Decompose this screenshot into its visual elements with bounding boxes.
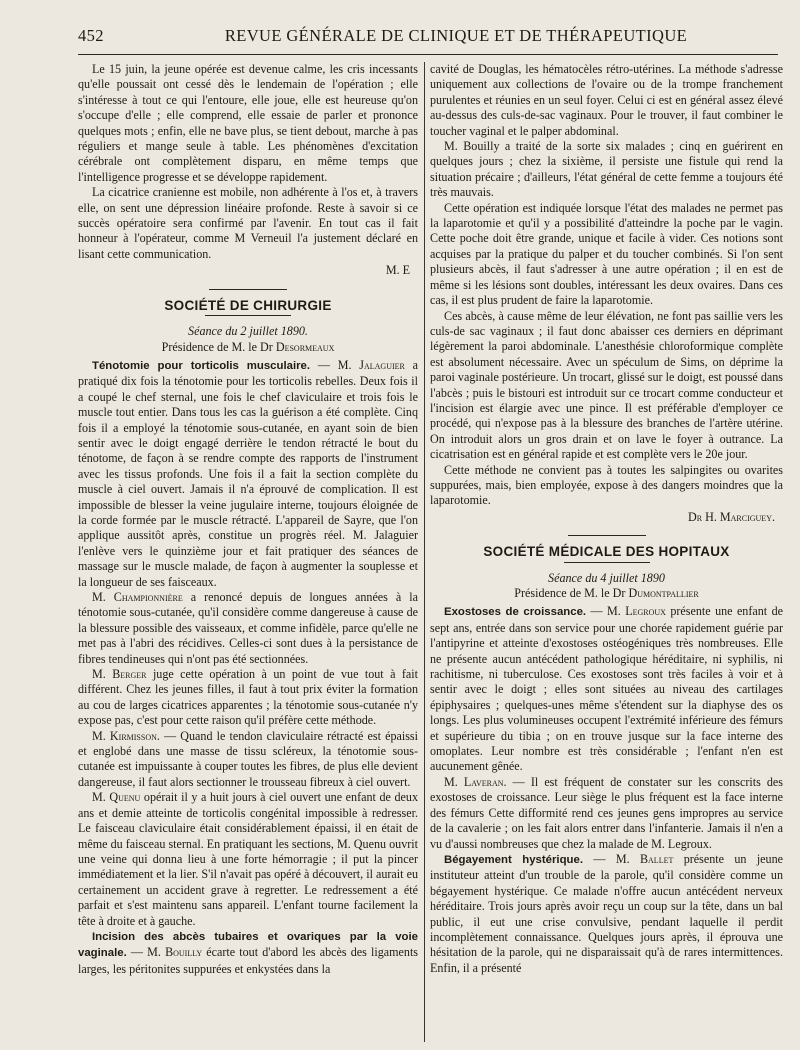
author-signature: M. E [385,263,410,278]
paragraph: M. Kirmisson. — Quand le tendon claviculaire rétracté est épaissi et englobé dans une masse de tissu scléreux, la ténotomie sous-cutanée est impuissante à couper toutes les fibres, de plus elle devient dangereuse, il faut alors sectionner le trousseau fibreux à ciel ouvert. [78,728,418,789]
author-signature: Dr H. Marciguey. [688,509,775,524]
left-column [78,62,418,977]
section-heading: SOCIÉTÉ DE CHIRURGIE [164,297,332,313]
session-date: Séance du 2 juillet 1890. [188,324,308,339]
paragraph: M. Championnière a renoncé depuis de longues années à la ténotomie sous-cutanée, qu'il considère comme dangereuse à cause de la blessure possible des vaisseaux, et comme infidèle, parce qu'elle ne met pas à l'abri des récidives. Celles-ci sont dues à la persistance de fibres tendineuses qui n'ont pas été sectionnées. [78,590,418,666]
speaker-name: M. Laveran. [444,774,507,789]
paragraph: M. Bouilly a traité de la sorte six malades ; cinq en guérirent en quelques jours ; chez la sixième, il persiste une fistule qui rend la situation précaire ; d'ailleurs, l'état général de cette femme a toujours été très mauvais. [430,139,783,200]
paragraph: Cette méthode ne convient pas à toutes les salpingites ou ovarites suppurées, mais, bien employée, expose à des dangers moindres que la laparotomie. [430,462,783,508]
speaker-name: M. Jalaguier [337,357,405,372]
paragraph: M. Laveran. — Il est fréquent de constater sur les conscrits des exostoses de croissance. Leur siège le plus fréquent est la face interne des fémurs Cette difformité rend ces jeunes gens impropres au service de la cavalerie ; on les fait alors entrer dans l'infanterie. Jamais il n'en a vu d'aussi nombreuses que chez la malade de M. Legroux. [430,774,784,851]
speaker-name: M. Ballet [615,851,674,866]
speaker-name: M. Bouilly [147,945,203,960]
presidence-line: Présidence de M. le Dr Desormeaux [161,339,335,354]
heading-underline [564,562,650,563]
running-header [78,26,782,52]
paragraph: Ténotomie pour torticolis musculaire. — M. Jalaguier a pratiqué dix fois la ténotomie pour les torticolis rebelles. Deux fois il a coupé le chef sternal, une fois le chef claviculaire et trois fois le muscle tout entier. Dans tous les cas la guérison a été complète. Cinq fois il a employé la ténotomie sous-cutanée, en ayant soin de bien sentir avec le doigt engagé derrière le tendon rétracté le bout du ténotome, de façon à se rendre compte des rapports de l'instrument avec les tissus profonds. Une fois il a fait la section complète du muscle à ciel ouvert. Jamais il n'a éprouvé de complication. Il est impossible de blesser la veine jugulaire interne, toujours éloignée de la corde formée par le muscle rétracté. L'appareil de Sayre, que l'on applique aussitôt après, constitue un progrès réel. M. Jalaguier l'enlève vers le quinzième jour et fait pratiquer des séances de massage sur le muscle malade, de façon à augmenter la souplesse et la longueur de ses faisceaux. [78,357,419,589]
session-date: Séance du 4 juillet 1890 [548,570,665,585]
paragraph: Le 15 juin, la jeune opérée est devenue calme, les cris incessants qu'elle poussait ont cessé dès le lendemain de l'opération ; elle s'intéresse à tout ce qui l'entoure, elle joue, elle est heureuse qu'on s'occupe d'elle ; elle comprend, elle essaie de parler et prononce quelques mots ; enfin, elle ne bave plus, se tient debout, marche à pas réguliers et mange seule à table. Les phénomènes d'excitation cérébrale ont complètement disparu, en même temps que l'intelligence progresse et se développe rapidement. [78,62,418,184]
paragraph: La cicatrice cranienne est mobile, non adhérente à l'os et, à travers elle, on sent une dépression linéaire profonde. Reste à savoir si ce succès opératoire sera confirmé par l'avenir. En tout cas il fait honneur à l'opérateur, comme M Verneuil l'a justement déclaré en lisant cette communication. [78,185,418,261]
column-divider [424,62,425,1042]
section-heading: SOCIÉTÉ MÉDICALE DES HOPITAUX [483,544,730,560]
paragraph: M. Berger juge cette opération à un point de vue tout à fait différent. Chez les jeunes filles, il faut à tout prix éviter la formation au cou de larges cicatrices apparentes ; la ténotomie sous-cutanée n'y expose pas, c'est pour cette raison qu'il préfère cette méthode. [78,667,419,728]
paragraph: Incision des abcès tubaires et ovariques par la voie vaginale. — M. Bouilly écarte tout d'abord les abcès des ligaments larges, les péritonites suppurées et enkystées dans la [78,930,419,976]
heading-underline [205,315,291,316]
speaker-name: M. Championnière [92,590,183,604]
president-name: Desormeaux [275,339,335,354]
paragraph: Ces abcès, à cause même de leur élévation, ne font pas saillie vers les culs-de sac vaginaux ; il faut donc abaisser ces derniers en déprimant légèrement la paroi abdominale. L'anesthésie chloroformique complète est absolument nécessaire. Avec un spéculum de Sims, on déprime la paroi vaginale postérieure. Un trocart, glissé sur le doigt, est poussé dans l'abcès ; puis le bistouri est introduit sur ce trocart comme conducteur et l'incision est élargie avec une pince. Il est préférable d'employer ce procédé, qui n'expose pas à la blessure des branches de l'artère utérine. On introduit alors un gros drain et on lave le foyer à outrance. La cicatrisation est en général rapide et est complète vers le 20e jour. [430,308,783,462]
presidence-line: Présidence de M. le Dr Dumontpallier [514,586,699,600]
paragraph: M. Quenu opérait il y a huit jours à ciel ouvert une enfant de deux ans et demie atteinte de torticolis congénital impossible à redresser. Le faisceau claviculaire était considérablement épaissi, il en était de même du faisceau sternal. En pratiquant les sections, M. Quenu ouvrit une veine qui donna lieu à une forte hémorragie ; il put la pincer immédiatement et la lier. S'il n'avait pas opéré à découvert, il aurait eu certainement un accident grave à regretter. Le redressement a été parfait et s'est maintenu sans appareil. L'enfant tourne facilement la tête à droite et à gauche. [78,790,418,928]
right-column [430,62,783,976]
paragraph: Bégayement hystérique. — M. Ballet présente un jeune instituteur atteint d'un trouble de la parole, qu'il considère comme un bégayement hystérique. Ce malade n'offre aucun antécédent nerveux héréditaire. Trois jours après avoir reçu un coup sur la tête, dans un bal public, il eut une crise convulsive, pendant laquelle il perdit incomplètement connaissance. Quelques jours après, il éprouva une hésitation de la parole, qui ne disparaissait qu'à de rares intermittences. Enfin, il a présenté [430,851,784,975]
paragraph: Exostoses de croissance. — M. Legroux présente une enfant de sept ans, entrée dans son service pour une chorée rapidement guérie par l'antipyrine et atteinte d'exostoses ostéogéniques très nombreuses. Elle ne présente aucun antécédent pathologique héréditaire, ni syphilis, ni rachitisme, ni tuberculose. Ces exostoses sont très faciles à voir et à sentir avec le doigt ; elles sont situées au niveau des cartilages épiphysaires ; quelques-unes même s'étendent sur la diaphyse des os longs. Les plus volumineuses occupent l'extrémité inférieure des fémurs et supérieure du tibia ; on en trouve jusque sur la face interne des omoplates. Leur nombre est très considérable ; l'enfant n'en est aucunement gênée. [430,604,783,774]
paragraph: cavité de Douglas, les hématocèles rétro-utérines. La méthode s'adresse uniquement aux collections de l'ovaire ou de la trompe franchement purulentes et réunies en un seul foyer. Celui ci est en général assez élevé au-dessus des culs-de-sac vaginaux. Pour le trouver, il faut combiner le toucher vaginal et le palper abdominal. [430,62,783,138]
page-number: 452 [78,26,104,45]
subsection-title: Bégayement hystérique. [444,853,584,866]
speaker-name: M. Quenu [92,790,141,805]
speaker-name: M. Kirmisson. [92,728,160,743]
speaker-name: M. Legroux [607,604,666,619]
section-rule [209,289,287,290]
header-rule [78,54,778,55]
paragraph: Cette opération est indiquée lorsque l'état des malades ne permet pas la laparotomie et qu'il y a possibilité d'atteindre la poche par le vagin. Cette poche doit être grande, unique et facile à vider. Ces notions sont acquises par la pratique du palper et du toucher combinés. Si l'on sent plusieurs abcès, il faut s'adresser à une autre opération ; il en est de même si les lésions sont doubles, intéressant les deux ovaires. Dans ces cas, il est plus prudent de faire la laparotomie. [430,200,783,308]
subsection-title: Incision des abcès tubaires et ovariques par la voie vaginale. [78,930,418,960]
section-rule [568,535,646,536]
subsection-title: Exostoses de croissance. [444,606,587,619]
speaker-name: M. Berger [92,667,147,682]
running-title: REVUE GÉNÉRALE DE CLINIQUE ET DE THÉRAPEUTIQUE [224,26,688,45]
president-name: Dumontpallier [628,586,699,600]
subsection-title: Ténotomie pour torticolis musculaire. [92,359,311,372]
